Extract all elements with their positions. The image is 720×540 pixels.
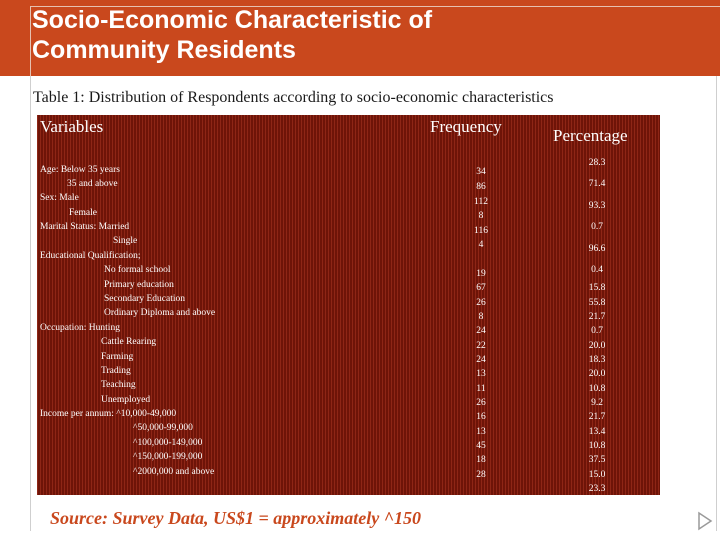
variable-label: Farming [101, 352, 134, 362]
percentage-cell: 9.2 [591, 398, 603, 408]
frequency-cell: 26 [476, 398, 486, 408]
table-caption: Table 1: Distribution of Respondents according to socio-economic characteristics [33, 89, 554, 106]
percentage-cell: 96.6 [588, 244, 606, 254]
variable-label: Occupation: Hunting [40, 323, 120, 333]
percentage-cell: 10.8 [588, 384, 606, 394]
variable-label: No formal school [104, 265, 171, 275]
percentage-cell: 21.7 [588, 312, 606, 322]
variable-label: Teaching [101, 380, 136, 390]
percentage-cell: 0.7 [591, 222, 603, 232]
header-variables: Variables [40, 117, 104, 136]
variable-label: Ordinary Diploma and above [104, 308, 216, 318]
frequency-cell: 45 [476, 441, 486, 451]
percentage-cell: 21.7 [588, 412, 606, 422]
presentation-nav-icon[interactable] [693, 510, 715, 532]
data-table [37, 115, 660, 495]
slide-title: Socio-Economic Characteristic of Community Residents [32, 6, 433, 64]
frame-line-right [716, 76, 717, 531]
percentage-cell: 71.4 [588, 179, 606, 189]
variable-label: Cattle Rearing [101, 337, 157, 347]
percentage-cell: 15.8 [588, 283, 606, 293]
frequency-cell: 112 [474, 197, 488, 207]
frequency-cell: 11 [476, 384, 486, 394]
frequency-cell: 26 [476, 298, 486, 308]
percentage-cell: 28.3 [588, 158, 606, 168]
percentage-cell: 20.0 [588, 369, 606, 379]
frequency-cell: 16 [476, 412, 486, 422]
title-bar [0, 0, 720, 76]
frequency-cell: 8 [478, 312, 484, 322]
variable-label: ^100,000-149,000 [133, 438, 203, 448]
header-percentage: Percentage [553, 126, 628, 145]
variable-label: Sex: Male [40, 193, 79, 203]
percentage-cell: 93.3 [588, 201, 606, 211]
frequency-cell: 13 [476, 427, 486, 437]
variable-label: ^150,000-199,000 [133, 452, 203, 462]
frequency-cell: 4 [478, 240, 484, 250]
percentage-cell: 13.4 [588, 427, 606, 437]
frequency-cell: 13 [476, 369, 486, 379]
variable-label: ^2000,000 and above [133, 467, 215, 477]
variable-label: Primary education [104, 280, 174, 290]
frequency-cell: 34 [476, 167, 486, 177]
frequency-cell: 8 [478, 211, 484, 221]
percentage-cell: 37.5 [588, 455, 606, 465]
frame-line-left [30, 76, 31, 531]
variable-label: 35 and above [67, 179, 118, 189]
variable-label: Single [113, 236, 138, 246]
percentage-cell: 18.3 [588, 355, 606, 365]
percentage-cell: 15.0 [588, 470, 606, 480]
percentage-cell: 0.7 [591, 326, 603, 336]
percentage-cell: 10.8 [588, 441, 606, 451]
frequency-cell: 24 [476, 355, 486, 365]
variable-label: Secondary Education [104, 294, 185, 304]
variable-label: Educational Qualification; [40, 251, 141, 261]
variable-label: Unemployed [101, 395, 151, 405]
frequency-cell: 86 [476, 182, 486, 192]
frequency-cell: 67 [476, 283, 486, 293]
header-frequency: Frequency [430, 117, 502, 136]
frequency-cell: 28 [476, 470, 486, 480]
frequency-cell: 116 [474, 226, 488, 236]
frequency-cell: 22 [476, 341, 486, 351]
source-note: Source: Survey Data, US$1 = approximately ^150 [50, 508, 422, 528]
variable-label: Female [69, 208, 97, 218]
percentage-cell: 20.0 [588, 341, 606, 351]
frequency-cell: 24 [476, 326, 486, 336]
variable-label: ^50,000-99,000 [133, 423, 193, 433]
percentage-cell: 0.4 [591, 265, 603, 275]
variable-label: Income per annum: ^10,000-49,000 [40, 409, 177, 419]
variable-label: Trading [101, 366, 131, 376]
percentage-cell: 23.3 [588, 484, 606, 494]
frequency-cell: 19 [476, 269, 486, 279]
percentage-cell: 55.8 [588, 298, 606, 308]
variable-label: Age: Below 35 years [40, 165, 120, 175]
variable-label: Marital Status: Married [40, 222, 130, 232]
frequency-cell: 18 [476, 455, 486, 465]
